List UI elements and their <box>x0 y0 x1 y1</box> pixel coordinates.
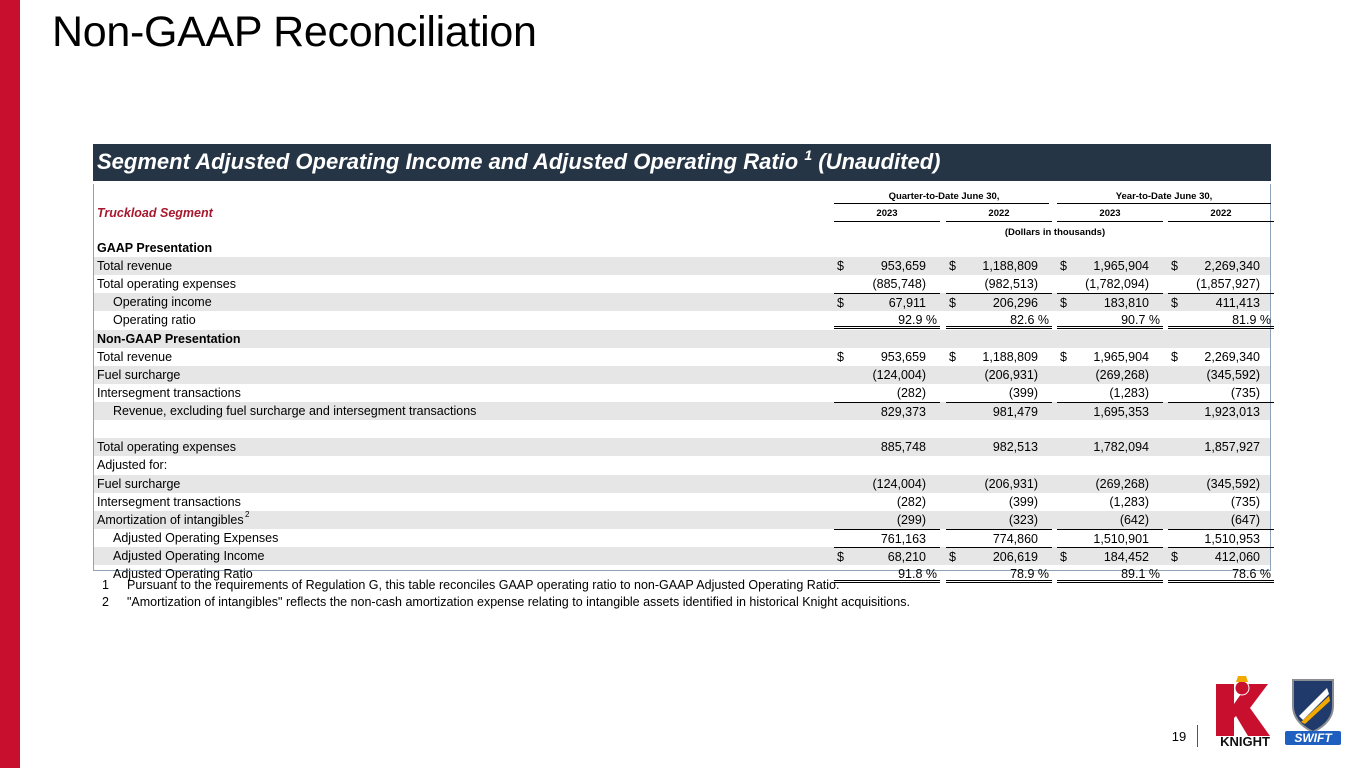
value-cell <box>946 420 1052 438</box>
table-row <box>94 493 1270 511</box>
row-label: Intersegment transactions <box>97 385 241 400</box>
value-cell <box>1168 293 1274 311</box>
value-cell <box>946 239 1052 257</box>
table-row <box>94 402 1270 420</box>
value-number: (124,004) <box>872 367 926 382</box>
value-cell <box>1057 420 1163 438</box>
value-number: 412,060 <box>1214 550 1260 565</box>
panel-title: Segment Adjusted Operating Income and Adjusted Operating Ratio <box>97 149 799 174</box>
table-row <box>94 257 1270 275</box>
value-number: 981,479 <box>992 405 1038 420</box>
value-cell <box>834 330 940 348</box>
value-number: (1,283) <box>1109 385 1149 400</box>
value-cell <box>834 348 940 366</box>
year-header-underline <box>1057 221 1163 222</box>
value-number: (1,283) <box>1109 494 1149 509</box>
value-cell <box>1168 366 1274 384</box>
value-cell <box>946 511 1052 529</box>
row-label: Fuel surcharge <box>97 367 181 382</box>
year-header-ytd-2022: 2022 <box>1210 208 1232 219</box>
row-label: Amortization of intangibles <box>97 512 244 527</box>
currency-symbol: $ <box>949 550 956 565</box>
value-cell <box>946 275 1052 293</box>
value-cell <box>1057 402 1163 420</box>
value-cell <box>834 456 940 474</box>
value-cell <box>946 402 1052 420</box>
value-number: 68,210 <box>887 550 926 565</box>
value-cell <box>834 402 940 420</box>
value-cell <box>1168 420 1274 438</box>
value-cell <box>834 511 940 529</box>
value-number: (399) <box>1008 494 1038 509</box>
value-number: (282) <box>896 494 926 509</box>
value-cell <box>1168 257 1274 275</box>
value-cell <box>1168 402 1274 420</box>
panel-title-suffix: (Unaudited) <box>818 149 941 174</box>
value-number: 774,860 <box>992 531 1038 546</box>
page-number: 19 <box>1171 729 1187 744</box>
row-label: Revenue, excluding fuel surcharge and intersegment transactions <box>113 404 477 419</box>
brand-side-bar <box>0 0 20 768</box>
value-cell <box>1057 438 1163 456</box>
footnote-text: Pursuant to the requirements of Regulation G, this table reconciles GAAP operating ratio to non-GAAP Adjusted Operating Ratio. <box>127 578 840 592</box>
value-number: 885,748 <box>880 440 926 455</box>
value-number: (282) <box>896 385 926 400</box>
value-cell <box>1057 257 1163 275</box>
value-cell <box>1168 438 1274 456</box>
value-number: 953,659 <box>880 349 926 364</box>
value-cell <box>1057 311 1163 329</box>
value-number: (124,004) <box>872 476 926 491</box>
value-cell <box>946 529 1052 547</box>
row-label-footnote-ref: 2 <box>245 509 250 519</box>
swift-logo-text: SWIFT <box>1294 731 1332 745</box>
value-number: 1,857,927 <box>1204 440 1260 455</box>
value-cell <box>834 438 940 456</box>
currency-symbol: $ <box>837 550 844 565</box>
value-cell <box>1057 330 1163 348</box>
value-number: 953,659 <box>880 259 926 274</box>
table-panel-header <box>93 144 1271 181</box>
header-quarter-to-date: Quarter-to-Date June 30, <box>888 191 1000 202</box>
value-cell <box>834 311 940 329</box>
footnote-number: 1 <box>102 578 109 592</box>
swift-logo <box>1283 676 1343 746</box>
table-row <box>94 438 1270 456</box>
value-number: (982,513) <box>984 277 1038 292</box>
value-cell <box>834 475 940 493</box>
value-cell <box>946 493 1052 511</box>
header-quarter-underline <box>834 203 1049 204</box>
value-cell <box>1168 348 1274 366</box>
value-number: 1,923,013 <box>1204 405 1260 420</box>
currency-symbol: $ <box>949 296 956 311</box>
value-number: 78.6 % <box>1232 567 1271 582</box>
row-label: Intersegment transactions <box>97 494 241 509</box>
currency-symbol: $ <box>1171 349 1178 364</box>
value-cell <box>834 547 940 565</box>
value-number: 206,296 <box>992 296 1038 311</box>
value-cell <box>1057 493 1163 511</box>
value-number: 206,619 <box>992 550 1038 565</box>
table-row <box>94 529 1270 547</box>
row-label: GAAP Presentation <box>97 241 213 255</box>
value-number: 982,513 <box>992 440 1038 455</box>
value-cell <box>1057 275 1163 293</box>
value-cell <box>1168 330 1274 348</box>
year-header-ytd-2023: 2023 <box>1099 208 1121 219</box>
value-cell <box>946 384 1052 402</box>
value-cell <box>1057 511 1163 529</box>
value-cell <box>946 348 1052 366</box>
value-number: (642) <box>1119 512 1149 527</box>
page-number-separator <box>1197 725 1198 747</box>
value-number: 1,188,809 <box>982 349 1038 364</box>
value-number: 1,510,953 <box>1204 531 1260 546</box>
row-label: Fuel surcharge <box>97 476 181 491</box>
value-cell <box>946 366 1052 384</box>
row-label: Total revenue <box>97 349 173 364</box>
table-row <box>94 348 1270 366</box>
value-cell <box>1057 293 1163 311</box>
value-number: 81.9 % <box>1232 313 1271 328</box>
value-cell <box>834 493 940 511</box>
value-cell <box>1168 565 1274 583</box>
header-year-to-date: Year-to-Date June 30, <box>1115 191 1213 202</box>
value-cell <box>946 438 1052 456</box>
year-header-q-2023: 2023 <box>876 208 898 219</box>
value-cell <box>1057 384 1163 402</box>
value-number: (323) <box>1008 512 1038 527</box>
table-row <box>94 456 1270 474</box>
value-number: 92.9 % <box>898 313 937 328</box>
value-number: 90.7 % <box>1121 313 1160 328</box>
value-cell <box>946 565 1052 583</box>
year-header-underline <box>834 221 940 222</box>
value-number: 2,269,340 <box>1204 259 1260 274</box>
value-cell <box>1168 384 1274 402</box>
value-number: 761,163 <box>880 531 926 546</box>
value-cell <box>946 456 1052 474</box>
value-cell <box>834 565 940 583</box>
value-cell <box>1168 456 1274 474</box>
table-row <box>94 330 1270 348</box>
value-number: (735) <box>1230 385 1260 400</box>
table-row <box>94 275 1270 293</box>
value-number: 1,510,901 <box>1093 531 1149 546</box>
table-row <box>94 547 1270 565</box>
row-label: Adjusted Operating Expenses <box>113 530 279 545</box>
value-number: (269,268) <box>1095 476 1149 491</box>
value-number: 184,452 <box>1103 550 1149 565</box>
table-row <box>94 420 1270 438</box>
value-number: 1,965,904 <box>1093 259 1149 274</box>
value-number: (1,857,927) <box>1196 277 1260 292</box>
knight-logo <box>1212 674 1278 748</box>
value-cell <box>1057 529 1163 547</box>
value-number: 67,911 <box>888 296 926 311</box>
currency-symbol: $ <box>949 349 956 364</box>
year-header-underline <box>1168 221 1274 222</box>
value-cell <box>1057 565 1163 583</box>
value-number: 183,810 <box>1103 296 1149 311</box>
value-cell <box>834 384 940 402</box>
value-cell <box>946 475 1052 493</box>
value-cell <box>1168 547 1274 565</box>
value-number: 82.6 % <box>1010 313 1049 328</box>
value-cell <box>1057 366 1163 384</box>
value-cell <box>1168 239 1274 257</box>
value-cell <box>1168 493 1274 511</box>
value-cell <box>946 330 1052 348</box>
value-cell <box>1057 239 1163 257</box>
currency-symbol: $ <box>1060 349 1067 364</box>
currency-symbol: $ <box>1060 259 1067 274</box>
value-number: (885,748) <box>872 277 926 292</box>
value-cell <box>834 257 940 275</box>
value-cell <box>946 257 1052 275</box>
value-cell <box>1168 275 1274 293</box>
value-number: (206,931) <box>984 476 1038 491</box>
currency-symbol: $ <box>837 259 844 274</box>
value-cell <box>1168 475 1274 493</box>
value-number: 89.1 % <box>1121 567 1160 582</box>
table-row <box>94 511 1270 529</box>
value-cell <box>1168 529 1274 547</box>
currency-symbol: $ <box>837 349 844 364</box>
table-row <box>94 384 1270 402</box>
table-row <box>94 366 1270 384</box>
value-number: 411,413 <box>1215 296 1260 311</box>
row-label: Total operating expenses <box>97 277 236 292</box>
value-number: (269,268) <box>1095 367 1149 382</box>
table-row <box>94 239 1270 257</box>
value-number: (345,592) <box>1206 476 1260 491</box>
row-label: Operating ratio <box>113 313 196 328</box>
table-row <box>94 311 1270 329</box>
value-cell <box>1057 456 1163 474</box>
value-number: (735) <box>1230 494 1260 509</box>
row-label: Total operating expenses <box>97 440 236 455</box>
currency-symbol: $ <box>1171 550 1178 565</box>
value-number: 1,782,094 <box>1093 440 1149 455</box>
value-number: (399) <box>1008 385 1038 400</box>
value-cell <box>834 529 940 547</box>
value-number: (206,931) <box>984 367 1038 382</box>
panel-title-footnote-ref: 1 <box>804 147 813 163</box>
value-cell <box>1057 348 1163 366</box>
value-number: (345,592) <box>1206 367 1260 382</box>
year-header-q-2022: 2022 <box>988 208 1010 219</box>
value-number: (647) <box>1230 512 1260 527</box>
value-cell <box>834 293 940 311</box>
row-label: Adjusted Operating Ratio <box>113 567 253 582</box>
value-number: 1,188,809 <box>982 259 1038 274</box>
value-number: 2,269,340 <box>1204 349 1260 364</box>
units-note: (Dollars in thousands) <box>1004 227 1106 238</box>
value-cell <box>946 311 1052 329</box>
row-label: Adjusted for: <box>97 458 168 473</box>
footnote-text: "Amortization of intangibles" reflects the non-cash amortization expense relating to intangible assets identified in historical Knight acquisitions. <box>127 595 910 609</box>
currency-symbol: $ <box>1171 296 1178 311</box>
row-label: Total revenue <box>97 259 173 274</box>
currency-symbol: $ <box>837 296 844 311</box>
currency-symbol: $ <box>1060 550 1067 565</box>
value-cell <box>946 547 1052 565</box>
year-header-underline <box>946 221 1052 222</box>
currency-symbol: $ <box>1060 296 1067 311</box>
row-label: Adjusted Operating Income <box>113 549 265 564</box>
slide-title: Non-GAAP Reconciliation <box>52 8 537 56</box>
value-cell <box>834 420 940 438</box>
value-number: 829,373 <box>880 405 926 420</box>
value-number: 91.8 % <box>898 567 937 582</box>
value-cell <box>1057 475 1163 493</box>
value-cell <box>834 275 940 293</box>
currency-symbol: $ <box>949 259 956 274</box>
value-cell <box>1168 511 1274 529</box>
knight-logo-text: KNIGHT <box>1220 734 1270 748</box>
currency-symbol: $ <box>1171 259 1178 274</box>
value-cell <box>834 239 940 257</box>
footnote-number: 2 <box>102 595 109 609</box>
value-number: 78.9 % <box>1010 567 1049 582</box>
table-row <box>94 293 1270 311</box>
header-year-underline <box>1057 203 1271 204</box>
value-cell <box>834 366 940 384</box>
table-row <box>94 475 1270 493</box>
value-number: 1,965,904 <box>1093 349 1149 364</box>
value-number: (1,782,094) <box>1085 277 1149 292</box>
value-cell <box>1057 547 1163 565</box>
segment-title: Truckload Segment <box>97 206 213 220</box>
row-label: Operating income <box>113 295 212 310</box>
value-number: (299) <box>896 512 926 527</box>
value-cell <box>946 293 1052 311</box>
row-label: Non-GAAP Presentation <box>97 331 241 346</box>
value-cell <box>1168 311 1274 329</box>
value-number: 1,695,353 <box>1093 405 1149 420</box>
